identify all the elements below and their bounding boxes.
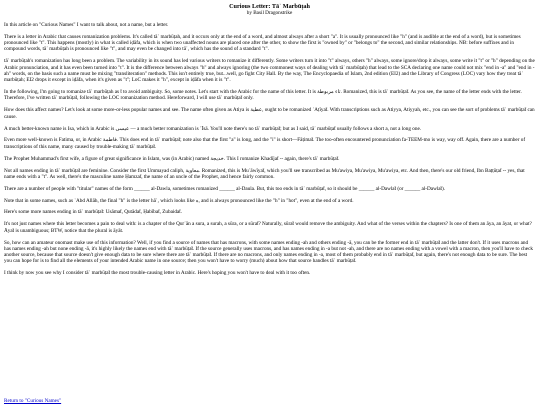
- paragraph: There is a letter in Arabic that causes romanization problems. It's called tāʾ marbūṭah, and it occurs only at the end of a word, and almost always after a short "a". It is usually pronounced like "h" (and is audible at the end of a word), but is sometimes pronounced like "t". This happens (mostly) in what is called iḍāfa, which is when two unaffected nouns are placed one after the other, to show the first is "owned by" or "belongs to" the second, and similar relationships. NB: before suffixes and in compound words, tāʾ marbūṭah is pronounced like "t", and may even be changed into tāʾ, which has the sound of a standard "t".: [4, 33, 521, 53]
- paragraph: tāʾ marbūṭah's romanization has long been a problem. The variability in its sound has led various writers to romanize it differently. Some writers turn it into "t" always, others "h" always, some ignore/drop it always, some write it "t" or "h" depending on the Arabic pronunciation, and it has even been turned into "t". It is the difference between always "h" and always ignoring (the two commonest ways of dealing with tāʾ marbūṭah) that lead to the SCA declaring one name could not mix "end in -a" and "end in -ah" words, on the basis such a name must be mixing "transliteration" methods. This isn't entirely true, but...well, go fight City Hall. By the way, The Encyclopaedia of Islam, 2nd edition (EI2) and the Library of Congress (LOC) vary how they treat tāʾ marbūṭah; EI2 drops it except in iḍāfa, when it's given as "t"; LoC makes it "h", except in iḍāfa when it is "t".: [4, 58, 535, 84]
- article: [4, 3, 535, 282]
- byline: by Basil Dragonstrike: [246, 10, 293, 16]
- paragraph: Here's some more names ending in tāʾ marbūṭaẗ: Usāmaẗ, Qutādaẗ, Ḥabībaẗ, Zubaidaẗ.: [4, 209, 182, 216]
- paragraph: It's not just names where this letter becomes a pain to deal with: is a chapter of the Qurʾān a sura, a surah, a sūra, or a sūraẗ? Naturally, sūraẗ would remove the ambiguity. And what of the verses within the chapters? Is one of them an āya, an āyat, or what? Āyaẗ is unambiguous; BTW, notice that the plural is āyāt.: [4, 221, 532, 234]
- paragraph: In this article on "Curious Names" I want to talk about, not a name, but a letter.: [4, 22, 169, 28]
- paragraph: There are a number of people with "titular" names of the form ______ al-Dawla, sometimes romanized ______ al-Daula. But, this too ends in tāʾ marbūṭaẗ, so it should be ______ al-Dawlaẗ (or ______ al-Dawlaẗ).: [4, 185, 446, 192]
- page-title: Curious Letter: Tāʾ Marbūṭah: [229, 3, 310, 10]
- paragraph: So, how can an amateur onomast make use of this information? Well, if you find a source of names that has macrons, with some names ending -ah and others ending -ā, you can be the former end in tāʾ marbūṭaẗ and the latter don't. If it uses macrons and has names ending -ah but none ending -ā, it's highly likely the names end with tāʾ marbūṭaẗ. If the source generally uses macrons, and has names ending in -a but not -ah, and there are no names ending with a vowel with a macron, then you'll have to check another source, because that source doesn't give enough data to be sure where there are tāʾ marbūṭaẗ. If there are no macrons, and only names ending in -a, most of them probably end in tāʾ marbūṭaẗ, but again, there's not enough data to be sure. The best you can hope for is to find all the elements of your intended Arabic name in one source; then you won't have to worry (much) about how that source handles tāʾ marbūṭaẗ.: [4, 239, 533, 265]
- paragraph: A much better-known name is Isa, which in Arabic is عيسى — a much better romanization is ʿĪsā. You'll note there's no tāʾ marbūṭaẗ; but as I said, tāʾ marbūṭaẗ usually follows a short a, not a long one.: [4, 125, 422, 132]
- paragraph: Even more well-known is Fatima, or, in Arabic فاطمة. This does end in tāʾ marbūṭaẗ; note also that the first "a" is long, and the "i" is short—Fāṭimaẗ. The too-often encountered pronunciation fa-TEEM-mo is way, way off. Again, there are a number of transcriptions of this name, many caused by trouble-making tāʾ marbūṭaẗ.: [4, 137, 526, 150]
- paragraph: In the following, I'm going to romanize tāʾ marbūṭah as ẗ to avoid ambiguity. So, some notes. Let's start with the Arabic for the name of this letter. It is تاء مربوطة. Romanized, this is tāʾ marbūṭaẗ. As you see, the name of the letter ends with the letter. Therefore, I've written tāʾ marbūṭaẗ, following the LOC romanization method. Hereforward, I will use tāʾ marbūṭaẗ only.: [4, 89, 522, 102]
- paragraph: Note that in some names, such as ʿAbd Allāh, the final "h" is the letter hāʾ, which looks like ه, and is always pronounced like the "h" in "hot", even at the end of a word.: [4, 197, 354, 204]
- paragraph: Not all names ending in tāʾ marbūṭaẗ are feminine. Consider the first Ummayad caliph, معاوية. Romanized, this is Muʿāwīyaẗ, which you'll see transcribed as Mu'awiya, Mu'awiya, Mu'awiya, etc. And then, there's our old friend, Ibn Baṭṭūṭaẗ -- yes, that name ends with a "t". As well, there's the masculine name Ḥamzaẗ, the name of an uncle of the Prophet, and hence fairly common.: [4, 167, 525, 180]
- paragraph: I think by now you see why I consider tāʾ marbūṭaẗ the most trouble-causing letter in Arabic. Here's hoping you won't have to deal with it too often.: [4, 270, 311, 277]
- return-link[interactable]: Return to "Curious Names": [4, 398, 62, 404]
- paragraph: How does this affect names? Let's look at some more-or-less popular names and see. The name often given as Atiya is عطية, ought to be romanized ʿAṭīyaẗ. With transcriptions such as Atiyya, Atiyyah, etc., you can see the sort of problems tāʾ marbūṭaẗ can cause.: [4, 107, 535, 120]
- paragraph: The Prophet Muhammad's first wife, a figure of great significance in Islam, was (in Arabic) named خديجة. This I romanize Khadījaẗ -- again, there's tāʾ marbūṭaẗ.: [4, 155, 340, 162]
